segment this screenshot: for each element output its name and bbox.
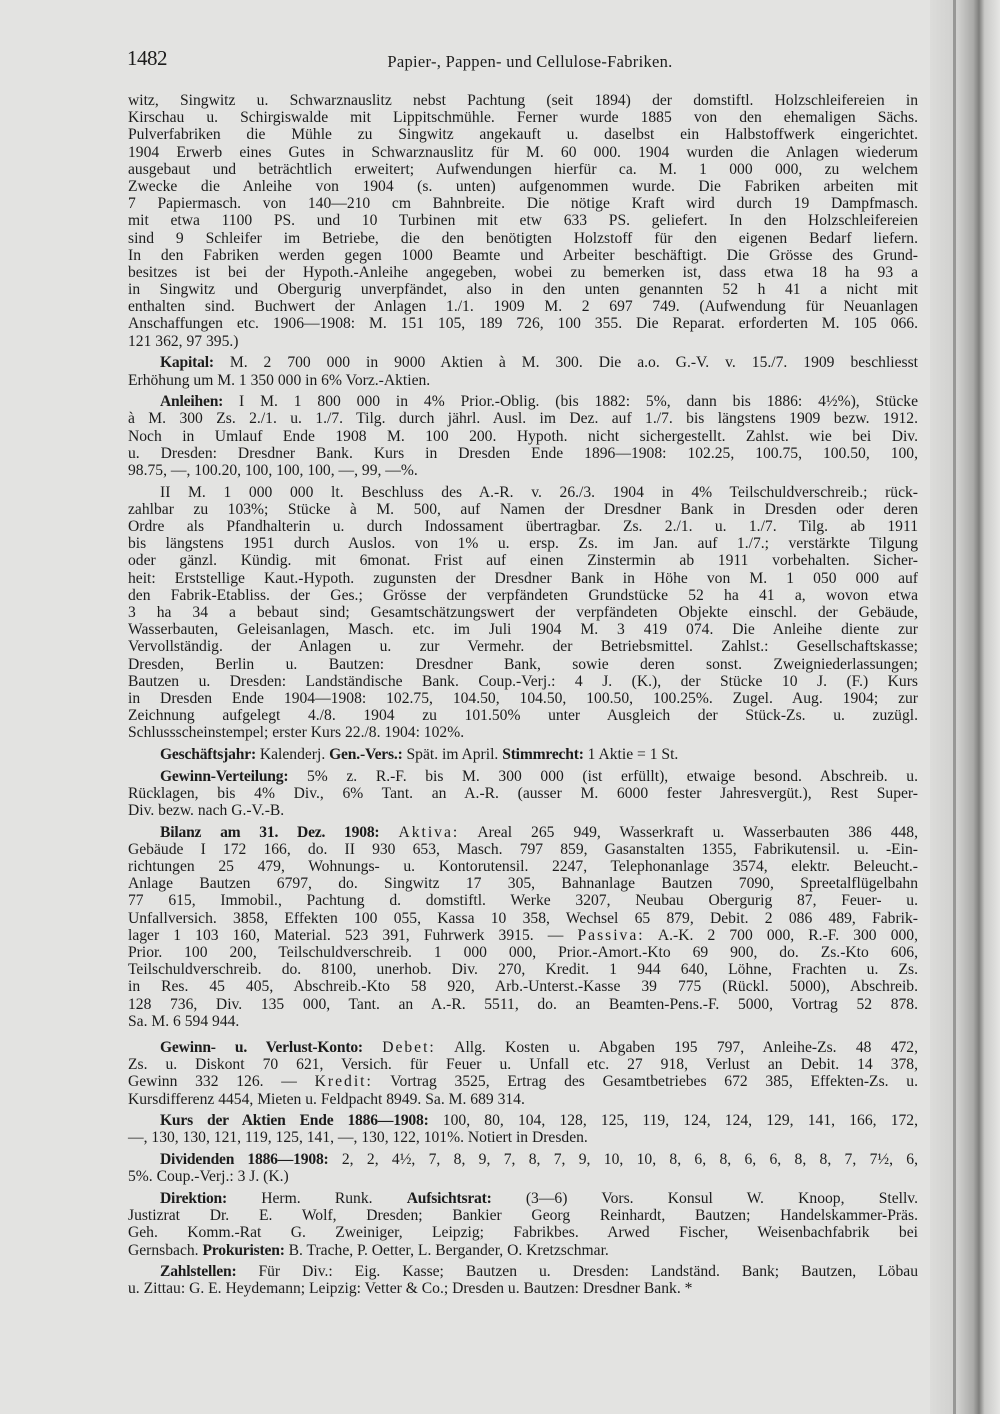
- text-line: [128, 445, 918, 462]
- text-run: Sa. M. 6 594 944.: [128, 1012, 240, 1030]
- text-run: Teilschuldverschreib. do. 8100, unerhob. Div. 270, Kredit. 1 944 640, Löhne, Frachten u. Zs.: [128, 961, 918, 979]
- line-content: [128, 996, 918, 1013]
- line-content: [128, 1207, 918, 1224]
- section-heading: Kurs der Aktien Ende 1886—1908:: [160, 1112, 429, 1130]
- paragraph-bilanz: [128, 824, 918, 1030]
- line-content: [128, 92, 918, 109]
- text-line: [128, 1112, 918, 1129]
- line-content: [128, 264, 918, 281]
- line-content: [128, 1242, 918, 1259]
- text-line: [128, 875, 918, 892]
- running-title: Papier-, Pappen- und Cellulose-Fabriken.: [387, 52, 673, 71]
- section-heading: Prokuristen:: [202, 1241, 285, 1259]
- text-line: [128, 1056, 918, 1073]
- paragraph-anleihe-ii: [128, 484, 918, 742]
- text-line: [128, 1190, 918, 1207]
- section-heading: Direktion:: [160, 1189, 228, 1207]
- text-run: Kirschau u. Schirgiswalde mit Lippitschmühle. Ferner wurde 1885 von den ehemaligen Sächs.: [128, 109, 918, 127]
- line-content: [160, 484, 918, 501]
- line-content: [128, 858, 918, 875]
- section-heading: Kapital:: [160, 354, 214, 372]
- paragraph-gewinn-verteilung: [128, 768, 918, 820]
- text-run: u. Zittau: G. E. Heydemann; Leipzig: Vetter & Co.; Dresden u. Bautzen: Dresdner Bank. *: [128, 1280, 693, 1298]
- text-run: Dresden, Berlin u. Bautzen: Dresdner Bank, sowie deren sonst. Zweigniederlassungen;: [128, 655, 918, 673]
- text-run: Vervollständig. der Anlagen u. zur Vermehr. der Betriebsmittel. Zahlst.: Gesellschaftskasse;: [128, 638, 918, 656]
- text-line: [128, 195, 918, 212]
- text-line: [128, 92, 918, 109]
- section-heading: Dividenden 1886—1908:: [160, 1151, 329, 1169]
- paragraph-kurs-der-aktien: [128, 1112, 918, 1146]
- text-line: [128, 1039, 918, 1056]
- text-run: (3—6) Vors. Konsul W. Knoop, Stellv.: [491, 1189, 918, 1207]
- text-run: 77 615, Immobil., Pachtung d. domstiftl. Werke 3207, Neubau Obergurig 87, Feuer- u.: [128, 892, 918, 910]
- line-content: [128, 961, 918, 978]
- line-content: [128, 144, 918, 161]
- text-line: [128, 281, 918, 298]
- line-content: [128, 281, 918, 298]
- text-run: I M. 1 800 000 in 4% Prior.-Oblig. (bis 1882: 5%, dann bis 1886: 4½%), Stücke: [223, 393, 918, 411]
- text-line: [128, 690, 918, 707]
- text-line: [128, 570, 918, 587]
- text-run: Noch in Umlauf Ende 1908 M. 100 200. Hypoth. nicht sichergestellt. Zahlst. wie bei Div.: [128, 427, 918, 445]
- text-run: Areal 265 949, Wasserkraft u. Wasserbauten 386 448,: [459, 823, 918, 841]
- text-run: Gebäude I 172 166, do. II 930 653, Masch. 797 859, Gasanstalten 1355, Fabrikutensil. u. -Ein-: [128, 840, 918, 858]
- text-run: 5% z. R.-F. bis M. 300 000 (ist erfüllt), etwaige besond. Abschreib. u.: [288, 767, 918, 785]
- text-line: [128, 518, 918, 535]
- text-run: witz, Singwitz u. Schwarznauslitz nebst Pachtung (seit 1894) der domstiftl. Holzschleifereien in: [128, 92, 918, 109]
- line-content: [128, 673, 918, 690]
- text-run: Justizrat Dr. E. Wolf, Dresden; Bankier Georg Reinhardt, Bautzen; Handelskammer-Präs.: [128, 1207, 918, 1225]
- text-line: [128, 978, 918, 995]
- text-run: II M. 1 000 000 lt. Beschluss des A.-R. v. 26./3. 1904 in 4% Teilschuldverschreib.; rück-: [160, 483, 918, 501]
- line-content: [128, 570, 918, 587]
- line-content: [128, 535, 918, 552]
- line-content: [128, 428, 918, 445]
- text-line: [128, 212, 918, 229]
- text-line: [128, 1091, 918, 1108]
- text-line: [128, 910, 918, 927]
- text-run: Bautzen u. Dresden: Landständische Bank. Coup.-Verj.: 4 J. (K.), der Stücke 10 J. (F.) Kurs: [128, 672, 918, 690]
- text-run: Spät. im April.: [402, 745, 503, 763]
- text-line: [128, 484, 918, 501]
- text-line: [128, 824, 918, 841]
- line-content: [128, 638, 918, 655]
- text-line: [128, 892, 918, 909]
- text-run: —, 130, 130, 121, 119, 125, 141, —, 130, 122, 101%. Notiert in Dresden.: [128, 1129, 588, 1147]
- line-content: [128, 501, 918, 518]
- text-line: [128, 1129, 918, 1146]
- scan-edge: [930, 0, 1000, 1414]
- text-line: [128, 315, 918, 332]
- text-run: Vortrag 3525, Ertrag des Gesamtbetriebes 672 385, Effekten-Zs. u.: [372, 1073, 918, 1091]
- text-run: Anlage Bautzen 6797, do. Singwitz 17 305, Bahnanlage Bautzen 7090, Spreetalflügelbahn: [128, 875, 918, 893]
- document-body: [128, 92, 918, 1298]
- text-run: ausgebaut und beträchtlich erweitert; Aufwendungen hierfür ca. M. 1 000 000, zu welchem: [128, 160, 918, 178]
- text-line: [128, 858, 918, 875]
- text-run: B. Trache, P. Oetter, L. Bergander, O. Kretzschmar.: [284, 1241, 609, 1259]
- section-heading: Bilanz am 31. Dez. 1908:: [160, 823, 380, 841]
- text-line: [128, 264, 918, 281]
- section-heading: Gen.-Vers.:: [329, 745, 403, 763]
- text-run: Zeichnung aufgelegt 4./8. 1904 zu 101.50% unter Ausgleich der Stück-Zs. u. zuzügl.: [128, 707, 918, 725]
- line-content: [128, 462, 918, 479]
- line-content: [128, 315, 918, 332]
- text-run: Pulverfabriken die Mühle zu Singwitz angekauft u. daselbst ein Halbstoffwerk eingerichtet.: [128, 126, 918, 144]
- text-line: [128, 109, 918, 126]
- text-line: [128, 961, 918, 978]
- line-content: [128, 1091, 918, 1108]
- line-content: [160, 768, 918, 785]
- text-run: Gernsbach.: [128, 1241, 203, 1259]
- line-content: [128, 195, 918, 212]
- line-content: [128, 910, 918, 927]
- section-heading: Gewinn- u. Verlust-Konto:: [160, 1038, 363, 1056]
- line-content: [128, 1168, 918, 1185]
- line-content: [160, 746, 918, 763]
- text-run: Prior. 100 200, Teilschuldverschreib. 1 000 000, Prior.-Amort.-Kto 69 900, do. Zs.-Kto 606,: [128, 944, 918, 961]
- line-content: [160, 1263, 918, 1280]
- text-line: [128, 785, 918, 802]
- text-line: [128, 161, 918, 178]
- text-run: 5%. Coup.-Verj.: 3 J. (K.): [128, 1168, 289, 1186]
- text-line: [128, 724, 918, 741]
- text-run: M. 2 700 000 in 9000 Aktien à M. 300. Die a.o. G.-V. v. 15./7. 1909 beschliesst: [213, 354, 918, 372]
- text-line: [128, 178, 918, 195]
- text-line: [128, 1224, 918, 1241]
- text-run: 3 ha 34 a bebaut sind; Gesamtschätzungswert der verpfändeten Objekte einschl. der Gebäude,: [128, 603, 918, 621]
- line-content: [128, 587, 918, 604]
- text-run: oder gänzl. Kündig. mit 6monat. Frist auf einen Zinstermin ab 1911 vorbehalten. Sicher-: [128, 552, 918, 570]
- line-content: [128, 410, 918, 427]
- section-heading: Aufsichtsrat:: [406, 1189, 492, 1207]
- paragraph-kapital: [128, 354, 918, 388]
- text-run: 100, 80, 104, 128, 125, 119, 124, 124, 129, 141, 166, 172,: [428, 1112, 918, 1130]
- line-content: [128, 892, 918, 909]
- text-line: [128, 841, 918, 858]
- text-run: Zwecke die Anleihe von 1904 (s. unten) aufgenommen wurde. Die Fabriken arbeiten mit: [128, 177, 918, 195]
- line-content: [128, 1280, 918, 1297]
- line-content: [160, 1151, 918, 1168]
- text-run: A.-K. 2 700 000, R.-F. 300 000,: [644, 926, 918, 944]
- paragraph-dividenden: [128, 1151, 918, 1185]
- paragraph-geschaeftsjahr: [128, 746, 918, 763]
- line-content: [128, 656, 918, 673]
- text-line: [128, 1263, 918, 1280]
- text-run: Allg. Kosten u. Abgaben 195 797, Anleihe-Zs. 48 472,: [435, 1038, 918, 1056]
- text-run: Wasserbauten, Geleisanlagen, Masch. etc. im Juli 1904 M. 3 419 074. Die Anleihe diente zur: [128, 621, 918, 639]
- line-content: [128, 126, 918, 143]
- line-content: [128, 247, 918, 264]
- line-content: [128, 298, 918, 315]
- line-content: [128, 1056, 918, 1073]
- text-line: [128, 428, 918, 445]
- text-run: Div. bezw. nach G.-V.-B.: [128, 802, 285, 819]
- text-line: [128, 673, 918, 690]
- text-run: 1 Aktie = 1 St.: [583, 745, 679, 763]
- text-run: Für Div.: Eig. Kasse; Bautzen u. Dresden: Landständ. Bank; Bautzen, Löbau: [236, 1263, 918, 1281]
- line-content: [128, 724, 918, 741]
- text-run: Kursdifferenz 4454, Mieten u. Feldpacht 8949. Sa. M. 689 314.: [128, 1090, 525, 1108]
- text-run: 1904 Erwerb eines Gutes in Schwarznauslitz für M. 60 000. 1904 wurden die Anlagen wiederum: [128, 143, 918, 161]
- line-content: [128, 178, 918, 195]
- text-line: [128, 247, 918, 264]
- text-run: enthalten sind. Buchwert der Anlagen 1./1. 1909 M. 2 697 749. (Aufwendung für Neuanlagen: [128, 298, 918, 316]
- spaced-label: Aktiva:: [398, 823, 460, 841]
- text-line: [128, 638, 918, 655]
- text-run: heit: Erststellige Kaut.-Hypoth. zugunsten der Dresdner Bank in Höhe von M. 1 050 000 auf: [128, 569, 918, 587]
- section-heading: Gewinn-Verteilung:: [160, 767, 289, 785]
- text-run: à M. 300 Zs. 2./1. u. 1./7. Tilg. durch jährl. Ausl. im Dez. auf 1./7. bis längstens 1909 bezw. 1912.: [128, 410, 918, 428]
- text-run: sind 9 Schleifer im Betriebe, die den benötigten Holzstoff für den eigenen Bedarf liefern.: [128, 229, 918, 247]
- line-content: [128, 161, 918, 178]
- text-run: 7 Papiermasch. von 140—210 cm Bahnbreite. Die nötige Kraft wird durch 19 Dampfmasch.: [128, 195, 918, 213]
- line-content: [128, 109, 918, 126]
- paragraph-direktion-aufsichtsrat: [128, 1190, 918, 1259]
- text-line: [128, 126, 918, 143]
- text-line: [128, 768, 918, 785]
- text-line: [128, 996, 918, 1013]
- text-run: 2, 2, 4½, 7, 8, 9, 7, 8, 7, 9, 10, 10, 8, 6, 8, 6, 6, 8, 8, 7, 7½, 6,: [328, 1151, 918, 1169]
- paragraph-zahlstellen: [128, 1263, 918, 1297]
- text-line: [128, 410, 918, 427]
- line-content: [128, 978, 918, 995]
- text-line: [128, 746, 918, 763]
- line-content: [128, 1013, 918, 1030]
- text-line: [128, 333, 918, 350]
- paragraph-gewinn-verlust-konto: [128, 1039, 918, 1108]
- text-run: bis längstens 1951 durch Auslos. von 1% u. ersp. Zs. im Jan. auf 1./7.; verstärkte Tilgung: [128, 535, 918, 553]
- text-run: [363, 1039, 382, 1056]
- page-number: 1482: [127, 46, 167, 70]
- text-line: [128, 552, 918, 569]
- text-run: 121 362, 97 395.): [128, 332, 239, 350]
- text-run: 128 736, Div. 135 000, Tant. an A.-R. 5511, do. an Beamten-Pens.-F. 5000, Vortrag 52 878.: [128, 995, 918, 1013]
- line-content: [128, 212, 918, 229]
- text-run: zahlbar zu 103%; Stücke à M. 500, auf Namen der Dresdner Bank in Dresden oder deren: [128, 500, 918, 518]
- line-content: [128, 1224, 918, 1241]
- text-run: in Singwitz und Obergurig unverpfändet, also in den unten genannten 52 h 41 a nicht mit: [128, 281, 918, 299]
- scan-edge-line: [953, 0, 956, 1414]
- text-line: [128, 927, 918, 944]
- text-run: Erhöhung um M. 1 350 000 in 6% Vorz.-Aktien.: [128, 371, 431, 389]
- text-line: [128, 944, 918, 961]
- text-line: [128, 462, 918, 479]
- spaced-label: Debet:: [382, 1038, 436, 1056]
- text-line: [128, 1242, 918, 1259]
- text-line: [128, 1207, 918, 1224]
- text-run: den Fabrik-Etabliss. der Ges.; Grösse der verpfändeten Grundstücke 52 ha 41 a, wovon etwa: [128, 586, 918, 604]
- text-line: [128, 393, 918, 410]
- section-heading: Anleihen:: [160, 393, 224, 411]
- paragraph-anleihen: [128, 393, 918, 479]
- text-run: Kalenderj.: [255, 745, 330, 763]
- line-content: [128, 944, 918, 961]
- line-content: [128, 841, 918, 858]
- line-content: [128, 604, 918, 621]
- line-content: [128, 372, 918, 389]
- line-content: [128, 230, 918, 247]
- text-run: Ordre als Pfandhalterin u. durch Indossament übertragbar. Zs. 2./1. u. 1./7. Tilg. ab 1911: [128, 518, 918, 535]
- line-content: [128, 333, 918, 350]
- text-run: u. Dresden: Dresdner Bank. Kurs in Dresden Ende 1896—1908: 102.25, 100.75, 100.50, 100,: [128, 444, 918, 462]
- line-content: [128, 445, 918, 462]
- line-content: [160, 1112, 918, 1129]
- section-heading: Geschäftsjahr:: [160, 745, 256, 763]
- text-run: richtungen 25 479, Wohnungs- u. Kontorutensil. 2247, Telephonanlage 3574, elektr. Beleucht.-: [128, 858, 918, 876]
- paragraph-history: [128, 92, 918, 350]
- text-line: [128, 656, 918, 673]
- line-content: [128, 707, 918, 724]
- text-line: [128, 230, 918, 247]
- text-run: In den Fabriken werden gegen 1000 Beamte und Arbeiter beschäftigt. Die Grösse des Grund-: [128, 246, 918, 264]
- text-run: Geh. Komm.-Rat G. Zweiniger, Leipzig; Fabrikbes. Arwed Fischer, Weisenbachfabrik bei: [128, 1224, 918, 1242]
- line-content: [160, 1039, 918, 1056]
- spaced-label: Passiva:: [577, 926, 645, 944]
- line-content: [128, 690, 918, 707]
- line-content: [128, 621, 918, 638]
- section-heading: Zahlstellen:: [160, 1263, 237, 1281]
- line-content: [128, 785, 918, 802]
- text-line: [128, 1073, 918, 1090]
- text-line: [128, 1013, 918, 1030]
- line-content: [160, 1190, 918, 1207]
- text-line: [128, 501, 918, 518]
- text-line: [128, 1280, 918, 1297]
- text-line: [128, 535, 918, 552]
- text-run: in Res. 45 405, Abschreib.-Kto 58 920, Arb.-Unterst.-Kasse 39 775 (Rückl. 5000), Abschreib.: [128, 978, 918, 996]
- line-content: [160, 354, 918, 371]
- text-line: [128, 587, 918, 604]
- text-line: [128, 354, 918, 371]
- line-content: [128, 1129, 918, 1146]
- line-content: [128, 875, 918, 892]
- spaced-label: Kredit:: [314, 1073, 373, 1091]
- text-run: Unfallversich. 3858, Effekten 100 055, Kassa 10 358, Wechsel 65 879, Debit. 2 086 489, Fabrik-: [128, 909, 918, 927]
- text-line: [128, 604, 918, 621]
- text-line: [128, 802, 918, 819]
- text-run: lager 1 103 160, Material. 523 391, Fuhrwerk 3915. —: [128, 926, 578, 944]
- line-content: [128, 802, 918, 819]
- text-run: mit etwa 1100 PS. und 10 Turbinen mit etw 633 PS. geliefert. In den Holzschleifereien: [128, 212, 918, 230]
- text-run: Zs. u. Diskont 70 621, Versich. für Feuer u. Unfall etc. 27 918, Verlust an Debit. 14 378,: [128, 1056, 918, 1074]
- line-content: [128, 927, 918, 944]
- text-run: Anschaffungen etc. 1906—1908: M. 151 105, 189 726, 100 355. Die Reparat. erforderten M. 105 066.: [128, 315, 918, 333]
- text-run: [379, 824, 398, 841]
- line-content: [128, 518, 918, 535]
- text-run: Schlussscheinstempel; erster Kurs 22./8. 1904: 102%.: [128, 724, 465, 742]
- line-content: [128, 552, 918, 569]
- text-run: Rücklagen, bis 4% Div., 6% Tant. an A.-R. (ausser M. 6000 fester Jahresvergüt.), Rest Super-: [128, 784, 918, 802]
- text-line: [128, 298, 918, 315]
- text-line: [128, 1151, 918, 1168]
- text-run: Gewinn 332 126. —: [128, 1073, 315, 1091]
- text-run: besitzes ist bei der Hypoth.-Anleihe angegeben, wobei zu bemerken ist, dass etwa 18 ha 93 a: [128, 263, 918, 281]
- text-run: Herm. Runk.: [227, 1189, 407, 1207]
- line-content: [160, 824, 918, 841]
- text-line: [128, 707, 918, 724]
- text-line: [128, 621, 918, 638]
- section-heading: Stimmrecht:: [502, 745, 584, 763]
- text-run: in Dresden Ende 1904—1908: 102.75, 104.50, 104.50, 100.50, 100.25%. Zugel. Aug. 1904; zur: [128, 689, 918, 707]
- text-line: [128, 372, 918, 389]
- text-line: [128, 144, 918, 161]
- text-run: 98.75, —, 100.20, 100, 100, 100, —, 99, —%.: [128, 461, 418, 479]
- line-content: [128, 1073, 918, 1090]
- text-line: [128, 1168, 918, 1185]
- line-content: [160, 393, 918, 410]
